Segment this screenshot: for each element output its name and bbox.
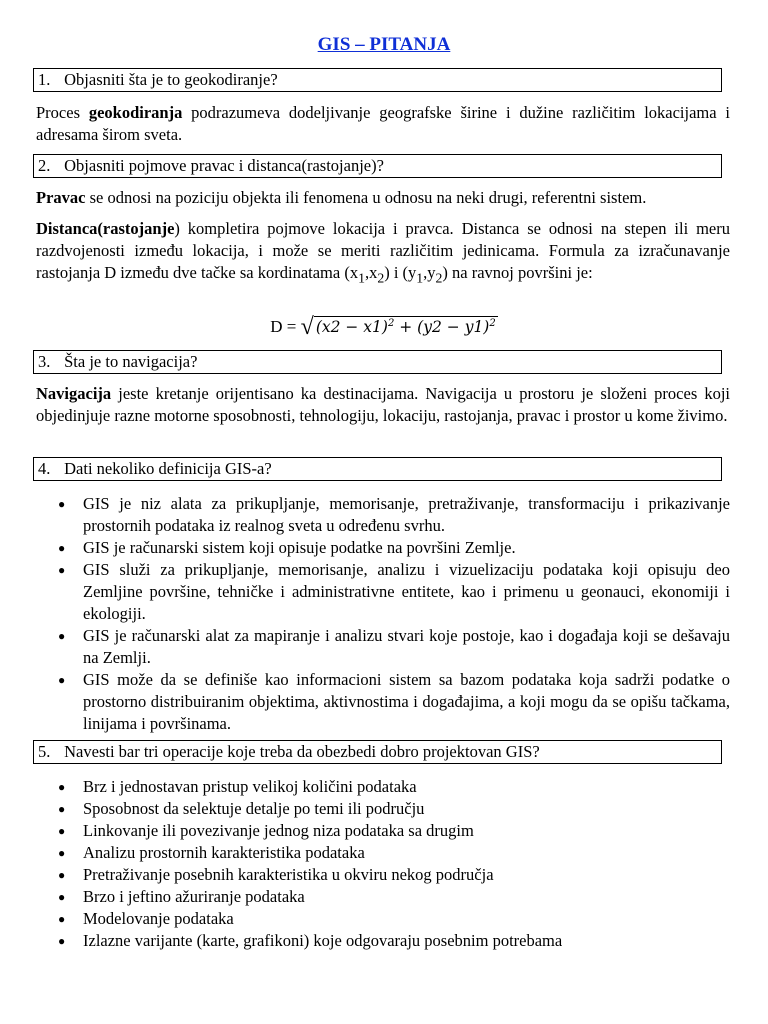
question-text: Navesti bar tri operacije koje treba da obezbedi dobro projektovan GIS? [64,742,540,761]
answer-text: jeste kretanje orijentisano ka destinacijama. Navigacija u prostoru je složeni proces koji objedinjuje razne motorne sposobnosti, tehnologiju, lokaciju, rastojanja, pravac i prostor u kome živimo. [36,384,730,425]
answer-3 [36,383,730,427]
list-item [36,864,730,886]
list-item-text: GIS služi za prikupljanje, memorisanje, analizu i vizuelizaciju podataka koji opisuju deo Zemljine površine, tehničke i administrativne entitete, kao i primenu u geonauci, ekonomiji i ekologiji. [83,560,730,623]
question-text: Dati nekoliko definicija GIS-a? [64,459,272,478]
list-item-text: Analizu prostornih karakteristika podataka [83,843,365,862]
list-item [36,669,730,735]
answer-text: Proces [36,103,89,122]
list-item [36,930,730,952]
list-item [36,559,730,625]
list-item-text: Izlazne varijante (karte, grafikoni) koje odgovaraju posebnim potrebama [83,931,563,950]
question-number: 2. [38,156,51,175]
bullet-icon: ● [58,802,66,816]
bullet-icon: ● [58,846,66,860]
question-number: 1. [38,70,51,89]
answer-text: ,x [364,263,378,282]
question-box-4 [33,457,722,481]
list-item-text: GIS je niz alata za prikupljanje, memorisanje, pretraživanje, transformaciju i prikazivanje prostornih podataka iz realnog sveta u određenu svrhu. [83,494,730,535]
bullet-icon: ● [58,780,66,794]
distance-formula [0,314,768,341]
page-title: GIS – PITANJA [317,34,451,55]
list-item-text: Modelovanje podataka [83,909,234,928]
list-item [36,886,730,908]
bullet-icon: ● [58,824,66,838]
question-box-1 [33,68,722,92]
question-box-2 [33,154,722,178]
list-item-text: Linkovanje ili povezivanje jednog niza podataka sa drugim [83,821,474,840]
bullet-icon: ● [58,629,66,643]
list-item-text: Brzo i jeftino ažuriranje podataka [83,887,305,906]
formula-term: (x2 − x1) [315,318,388,336]
bullet-icon: ● [58,541,66,555]
list-item-text: Brz i jednostavan pristup velikoj količini podataka [83,777,417,796]
answer-text: podrazumeva dodeljivanje geografske širine i dužine različitim lokacijama i adresama širom sveta. [36,103,730,144]
question-number: 4. [38,459,51,478]
question-text: Šta je to navigacija? [64,352,198,371]
question-text: Objasniti šta je to geokodiranje? [64,70,278,89]
formula-lhs: D = [270,317,297,336]
bullet-icon: ● [58,868,66,882]
list-item [36,842,730,864]
question-text: Objasniti pojmove pravac i distanca(rastojanje)? [64,156,384,175]
bullet-icon: ● [58,673,66,687]
formula-term: + (y2 − y1) [394,318,490,336]
term-bold: Distanca(rastojanje [36,219,175,238]
bullet-icon: ● [58,934,66,948]
sqrt-icon: √ [300,314,314,340]
bullet-icon: ● [58,890,66,904]
formula-radicand [314,316,498,336]
bullet-icon: ● [58,563,66,577]
gis-operations-list [36,776,730,952]
formula-exponent: 2 [387,317,395,329]
list-item [36,493,730,537]
subscript: 1 [416,270,424,286]
subscript: 2 [435,270,443,286]
answer-text: ) na ravnoj površini je: [442,263,593,282]
list-item-text: Pretraživanje posebnih karakteristika u okviru nekog područja [83,865,494,884]
term-bold: Navigacija [36,384,112,403]
answer-text: ,y [423,263,436,282]
list-item-text: GIS je računarski sistem koji opisuje podatke na površini Zemlje. [83,538,516,557]
answer-2-pravac [36,187,730,209]
bullet-icon: ● [58,497,66,511]
question-box-5 [33,740,722,764]
formula-exponent: 2 [489,317,496,329]
list-item [36,820,730,842]
question-box-3 [33,350,722,374]
bullet-icon: ● [58,912,66,926]
answer-2-distanca [36,218,730,289]
list-item-text: Sposobnost da selektuje detalje po temi ili području [83,799,425,818]
list-item [36,798,730,820]
list-item [36,776,730,798]
answer-1 [36,102,730,146]
list-item-text: GIS može da se definiše kao informacioni sistem sa bazom podataka koja sadrži podatke o prostorno distribuiranim objektima, aktivnostima i događajima, a koji mogu da se opišu tačkama, linijama i površinama. [83,670,730,733]
answer-text: ) i (y [384,263,417,282]
term-bold: Pravac [36,188,86,207]
gis-definitions-list [36,493,730,735]
list-item [36,537,730,559]
term-bold: geokodiranja [88,103,183,122]
question-number: 5. [38,742,51,761]
list-item [36,625,730,669]
list-item [36,908,730,930]
answer-text: se odnosi na poziciju objekta ili fenomena u odnosu na neki drugi, referentni sistem. [85,188,647,207]
subscript: 1 [358,270,365,286]
answer-text: ) kompletira pojmove lokacija i pravca. Distanca se odnosi na stepen ili meru razdvojenosti između lokacija, i može se meriti različitim jedinicama. Formula za izračunavanje rastojanja D između dve tačke sa kordinatama (x [36,219,730,282]
list-item-text: GIS je računarski alat za mapiranje i analizu stvari koje postoje, kao i događaja koji se dešavaju na Zemlji. [83,626,730,667]
subscript: 2 [377,270,385,286]
question-number: 3. [38,352,51,371]
